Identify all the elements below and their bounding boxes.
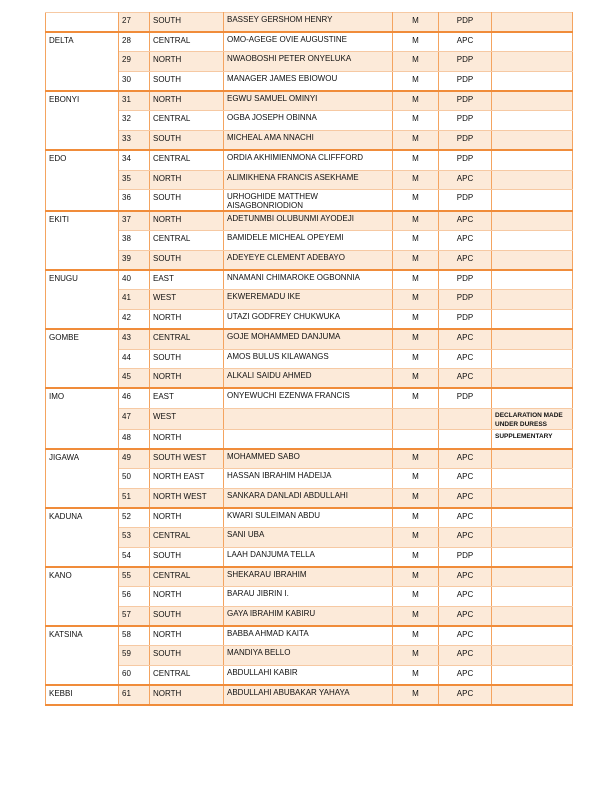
gender-cell: M [393,606,439,626]
senator-name-cell: MANDIYA BELLO [224,646,393,666]
district-cell: SOUTH [150,646,224,666]
gender-cell: M [393,388,439,408]
remark-cell [492,170,573,190]
party-cell: APC [439,508,492,528]
senator-name-cell: ALKALI SAIDU AHMED [224,369,393,389]
district-cell: SOUTH [150,547,224,567]
state-cell: GOMBE [46,329,119,388]
district-cell: SOUTH [150,349,224,369]
remark-cell [492,349,573,369]
table-row [46,429,573,449]
district-cell: CENTRAL [150,150,224,170]
district-cell: NORTH [150,626,224,646]
gender-cell: M [393,528,439,548]
table-row [46,72,573,92]
party-cell: PDP [439,270,492,290]
district-cell: NORTH [150,310,224,330]
state-cell: DELTA [46,32,119,91]
remark-cell [492,251,573,271]
senator-name-cell: BAMIDELE MICHEAL OPEYEMI [224,231,393,251]
state-cell: KATSINA [46,626,119,685]
table-row [46,528,573,548]
senator-name-cell: LAAH DANJUMA TELLA [224,547,393,567]
senator-name-cell [224,408,393,429]
remark-cell [492,665,573,685]
serial-number-cell: 52 [119,508,150,528]
remark-cell [492,547,573,567]
remark-cell [492,211,573,231]
gender-cell: M [393,150,439,170]
party-cell: APC [439,231,492,251]
gender-cell: M [393,685,439,705]
district-cell: NORTH [150,369,224,389]
senator-name-cell [224,429,393,449]
table-row [46,626,573,646]
party-cell: APC [439,251,492,271]
gender-cell: M [393,567,439,587]
table-row [46,190,573,212]
gender-cell: M [393,170,439,190]
district-cell: NORTH [150,211,224,231]
remark-cell [492,190,573,212]
remark-cell [492,13,573,33]
party-cell [439,408,492,429]
serial-number-cell: 45 [119,369,150,389]
gender-cell: M [393,131,439,151]
district-cell: SOUTH WEST [150,449,224,469]
party-cell: PDP [439,72,492,92]
party-cell: APC [439,606,492,626]
serial-number-cell: 59 [119,646,150,666]
party-cell: APC [439,170,492,190]
senator-name-cell: SANI UBA [224,528,393,548]
district-cell: SOUTH [150,251,224,271]
serial-number-cell: 38 [119,231,150,251]
senator-name-cell: UTAZI GODFREY CHUKWUKA [224,310,393,330]
district-cell: NORTH [150,170,224,190]
district-cell: SOUTH [150,190,224,212]
gender-cell: M [393,251,439,271]
gender-cell: M [393,52,439,72]
table-row [46,310,573,330]
table-row [46,131,573,151]
table-row [46,231,573,251]
gender-cell: M [393,468,439,488]
party-cell: PDP [439,150,492,170]
serial-number-cell: 43 [119,329,150,349]
remark-cell [492,587,573,607]
party-cell: PDP [439,52,492,72]
serial-number-cell: 28 [119,32,150,52]
senator-name-cell: SHEKARAU IBRAHIM [224,567,393,587]
remark-cell [492,449,573,469]
remark-cell [492,388,573,408]
party-cell: PDP [439,131,492,151]
state-cell: KEBBI [46,685,119,705]
serial-number-cell: 46 [119,388,150,408]
table-row [46,408,573,429]
party-cell: APC [439,349,492,369]
table-row [46,388,573,408]
party-cell: APC [439,587,492,607]
remark-cell [492,111,573,131]
gender-cell: M [393,310,439,330]
district-cell: CENTRAL [150,32,224,52]
serial-number-cell: 33 [119,131,150,151]
senator-name-cell: MOHAMMED SABO [224,449,393,469]
senator-name-cell: OMO-AGEGE OVIE AUGUSTINE [224,32,393,52]
senator-name-cell: URHOGHIDE MATTHEW AISAGBONRIODION [224,190,393,212]
senator-name-cell: GOJE MOHAMMED DANJUMA [224,329,393,349]
district-cell: NORTH [150,91,224,111]
remark-cell [492,91,573,111]
remark-cell [492,231,573,251]
serial-number-cell: 61 [119,685,150,705]
serial-number-cell: 36 [119,190,150,212]
state-cell: ENUGU [46,270,119,329]
remark-cell: SUPPLEMENTARY [492,429,573,449]
table-row [46,349,573,369]
gender-cell: M [393,111,439,131]
gender-cell: M [393,508,439,528]
state-cell: EKITI [46,211,119,270]
remark-cell [492,150,573,170]
senator-name-cell: SANKARA DANLADI ABDULLAHI [224,488,393,508]
senator-name-cell: MICHEAL AMA NNACHI [224,131,393,151]
remark-cell [492,290,573,310]
serial-number-cell: 37 [119,211,150,231]
table-row [46,488,573,508]
table-row [46,468,573,488]
table-row [46,211,573,231]
gender-cell: M [393,349,439,369]
district-cell: EAST [150,388,224,408]
gender-cell [393,429,439,449]
table-body [46,13,573,705]
district-cell: SOUTH [150,72,224,92]
senator-name-cell: MANAGER JAMES EBIOWOU [224,72,393,92]
district-cell: CENTRAL [150,528,224,548]
gender-cell [393,408,439,429]
district-cell: SOUTH [150,131,224,151]
serial-number-cell: 42 [119,310,150,330]
remark-cell [492,646,573,666]
district-cell: NORTH WEST [150,488,224,508]
table-row [46,665,573,685]
table-row [46,32,573,52]
senator-name-cell: EGWU SAMUEL OMINYI [224,91,393,111]
state-cell: EBONYI [46,91,119,150]
district-cell: NORTH [150,429,224,449]
remark-cell [492,369,573,389]
senator-name-cell: ABDULLAHI ABUBAKAR YAHAYA [224,685,393,705]
party-cell: APC [439,211,492,231]
serial-number-cell: 57 [119,606,150,626]
senator-name-cell: GAYA IBRAHIM KABIRU [224,606,393,626]
gender-cell: M [393,13,439,33]
party-cell: PDP [439,13,492,33]
serial-number-cell: 60 [119,665,150,685]
serial-number-cell: 53 [119,528,150,548]
remark-cell [492,626,573,646]
remark-cell [492,567,573,587]
serial-number-cell: 54 [119,547,150,567]
serial-number-cell: 48 [119,429,150,449]
gender-cell: M [393,91,439,111]
gender-cell: M [393,449,439,469]
serial-number-cell: 51 [119,488,150,508]
gender-cell: M [393,587,439,607]
party-cell: APC [439,32,492,52]
party-cell: APC [439,665,492,685]
senator-name-cell: HASSAN IBRAHIM HADEIJA [224,468,393,488]
remark-cell [492,72,573,92]
party-cell: APC [439,646,492,666]
serial-number-cell: 58 [119,626,150,646]
table-row [46,270,573,290]
party-cell: APC [439,468,492,488]
state-cell: KADUNA [46,508,119,567]
remark-cell [492,468,573,488]
state-cell: IMO [46,388,119,448]
serial-number-cell: 40 [119,270,150,290]
senators-table [45,12,573,706]
serial-number-cell: 49 [119,449,150,469]
table-row [46,251,573,271]
gender-cell: M [393,290,439,310]
serial-number-cell: 50 [119,468,150,488]
party-cell: PDP [439,388,492,408]
party-cell: PDP [439,91,492,111]
gender-cell: M [393,547,439,567]
district-cell: NORTH [150,587,224,607]
senator-name-cell: ORDIA AKHIMIENMONA CLIFFFORD [224,150,393,170]
district-cell: WEST [150,408,224,429]
table-row [46,91,573,111]
party-cell: APC [439,488,492,508]
gender-cell: M [393,270,439,290]
table-row [46,170,573,190]
table-row [46,290,573,310]
gender-cell: M [393,488,439,508]
senator-name-cell: ALIMIKHENA FRANCIS ASEKHAME [224,170,393,190]
remark-cell [492,270,573,290]
party-cell: PDP [439,310,492,330]
district-cell: SOUTH [150,13,224,33]
table-row [46,150,573,170]
gender-cell: M [393,231,439,251]
senator-name-cell: BARAU JIBRIN I. [224,587,393,607]
party-cell: APC [439,528,492,548]
district-cell: CENTRAL [150,665,224,685]
serial-number-cell: 56 [119,587,150,607]
party-cell [439,429,492,449]
senator-name-cell: NNAMANI CHIMAROKE OGBONNIA [224,270,393,290]
party-cell: PDP [439,190,492,212]
table-row [46,52,573,72]
gender-cell: M [393,32,439,52]
district-cell: CENTRAL [150,231,224,251]
remark-cell [492,528,573,548]
remark-cell [492,606,573,626]
gender-cell: M [393,626,439,646]
remark-cell [492,488,573,508]
gender-cell: M [393,329,439,349]
remark-cell [492,52,573,72]
senator-name-cell: BABBA AHMAD KAITA [224,626,393,646]
table-row [46,369,573,389]
serial-number-cell: 29 [119,52,150,72]
remark-cell [492,508,573,528]
serial-number-cell: 47 [119,408,150,429]
senator-name-cell: ONYEWUCHI EZENWA FRANCIS [224,388,393,408]
district-cell: CENTRAL [150,111,224,131]
gender-cell: M [393,211,439,231]
serial-number-cell: 39 [119,251,150,271]
table-row [46,13,573,33]
state-cell: KANO [46,567,119,626]
serial-number-cell: 55 [119,567,150,587]
district-cell: NORTH [150,52,224,72]
gender-cell: M [393,665,439,685]
senator-name-cell: BASSEY GERSHOM HENRY [224,13,393,33]
senator-name-cell: ADETUNMBI OLUBUNMI AYODEJI [224,211,393,231]
table-row [46,111,573,131]
senator-name-cell: ABDULLAHI KABIR [224,665,393,685]
serial-number-cell: 34 [119,150,150,170]
gender-cell: M [393,190,439,212]
remark-cell [492,32,573,52]
serial-number-cell: 31 [119,91,150,111]
state-cell [46,13,119,33]
senator-name-cell: OGBA JOSEPH OBINNA [224,111,393,131]
senator-name-cell: EKWEREMADU IKE [224,290,393,310]
senator-name-cell: ADEYEYE CLEMENT ADEBAYO [224,251,393,271]
table-row [46,449,573,469]
serial-number-cell: 32 [119,111,150,131]
senator-name-cell: AMOS BULUS KILAWANGS [224,349,393,369]
district-cell: EAST [150,270,224,290]
serial-number-cell: 30 [119,72,150,92]
gender-cell: M [393,369,439,389]
table-row [46,646,573,666]
serial-number-cell: 27 [119,13,150,33]
serial-number-cell: 35 [119,170,150,190]
party-cell: APC [439,626,492,646]
table-row [46,567,573,587]
party-cell: APC [439,369,492,389]
party-cell: APC [439,449,492,469]
table-row [46,587,573,607]
district-cell: NORTH [150,685,224,705]
district-cell: CENTRAL [150,329,224,349]
remark-cell [492,329,573,349]
table-row [46,685,573,705]
gender-cell: M [393,646,439,666]
party-cell: APC [439,567,492,587]
district-cell: SOUTH [150,606,224,626]
remark-cell: DECLARATION MADE UNDER DURESS [492,408,573,429]
state-cell: EDO [46,150,119,211]
serial-number-cell: 41 [119,290,150,310]
party-cell: APC [439,329,492,349]
state-cell: JIGAWA [46,449,119,508]
senator-name-cell: KWARI SULEIMAN ABDU [224,508,393,528]
party-cell: PDP [439,290,492,310]
remark-cell [492,685,573,705]
remark-cell [492,310,573,330]
remark-cell [492,131,573,151]
district-cell: WEST [150,290,224,310]
party-cell: APC [439,685,492,705]
district-cell: CENTRAL [150,567,224,587]
district-cell: NORTH EAST [150,468,224,488]
party-cell: PDP [439,111,492,131]
senator-name-cell: NWAOBOSHI PETER ONYELUKA [224,52,393,72]
district-cell: NORTH [150,508,224,528]
serial-number-cell: 44 [119,349,150,369]
table-row [46,547,573,567]
table-row [46,508,573,528]
party-cell: PDP [439,547,492,567]
gender-cell: M [393,72,439,92]
table-row [46,606,573,626]
table-row [46,329,573,349]
